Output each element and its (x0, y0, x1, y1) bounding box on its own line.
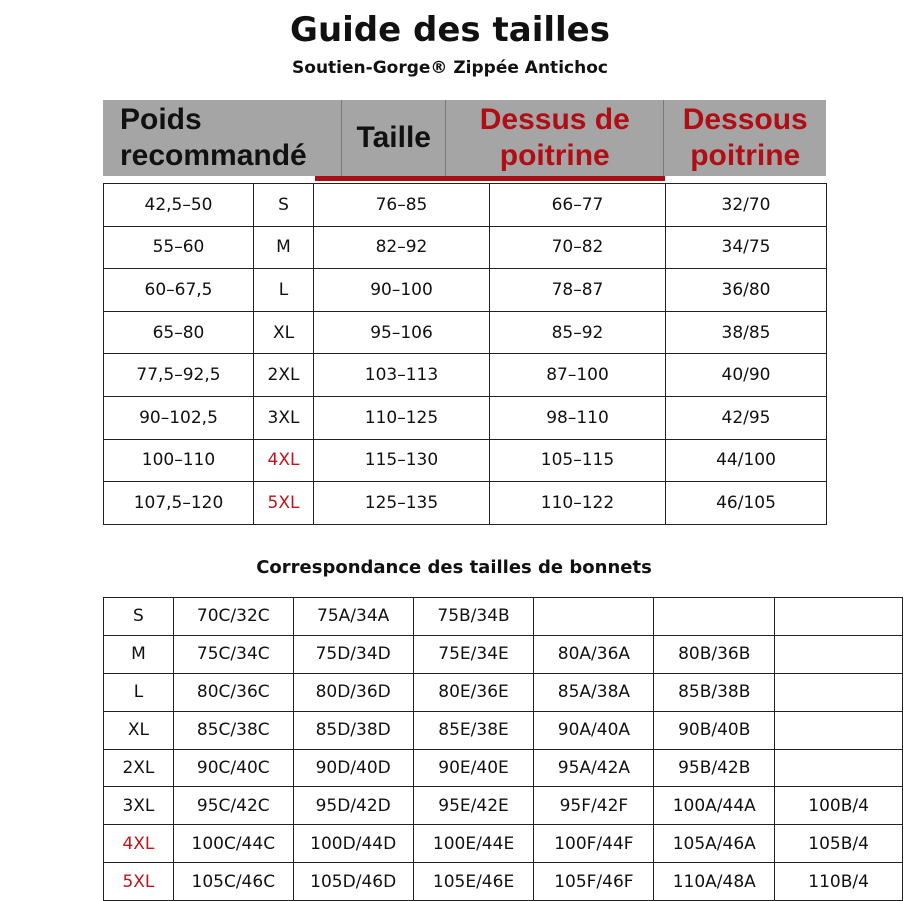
size-cell-col3: 76–85 (314, 184, 490, 227)
header-dessous-line1: Dessous (682, 103, 808, 136)
cup-cell: 75E/34E (413, 635, 534, 673)
cup-size-label: XL (104, 711, 174, 749)
size-cell-dessous: 46/105 (666, 482, 827, 525)
cup-cell (534, 598, 654, 636)
cup-cell: 85E/38E (413, 711, 534, 749)
cup-cell (775, 749, 903, 787)
header-dessous (664, 100, 826, 176)
header-dessous-line2: poitrine (690, 139, 801, 172)
cup-cell: 100B/4 (775, 787, 903, 825)
size-cell-taille: M (254, 226, 314, 269)
header-poids-line1: Poids (120, 103, 202, 136)
header-taille (342, 100, 446, 176)
cup-size-label: M (104, 635, 174, 673)
size-table-header-row (103, 100, 826, 176)
cup-cell (775, 673, 903, 711)
header-dessus (446, 100, 664, 176)
size-cell-dessus: 98–110 (490, 396, 666, 439)
size-cell-dessous: 44/100 (666, 439, 827, 482)
cup-table-row (104, 673, 903, 711)
size-table-row (104, 226, 827, 269)
cup-cell: 80E/36E (413, 673, 534, 711)
size-cell-dessus: 78–87 (490, 269, 666, 312)
cup-size-label: 4XL (104, 825, 174, 863)
size-cell-dessus: 85–92 (490, 311, 666, 354)
size-cell-dessus: 105–115 (490, 439, 666, 482)
size-cell-poids: 100–110 (104, 439, 254, 482)
cup-cell: 95D/42D (293, 787, 413, 825)
cup-cell: 110A/48A (654, 863, 775, 901)
cup-cell: 85D/38D (293, 711, 413, 749)
size-cell-taille: S (254, 184, 314, 227)
cup-cell: 90D/40D (293, 749, 413, 787)
cup-cell: 105F/46F (534, 863, 654, 901)
size-cell-taille: L (254, 269, 314, 312)
cup-cell: 90B/40B (654, 711, 775, 749)
size-cell-poids: 90–102,5 (104, 396, 254, 439)
cup-cell: 90E/40E (413, 749, 534, 787)
cup-cell: 105E/46E (413, 863, 534, 901)
size-cell-col3: 90–100 (314, 269, 490, 312)
cup-cell: 80A/36A (534, 635, 654, 673)
size-table-row (104, 482, 827, 525)
cup-cell: 105D/46D (293, 863, 413, 901)
size-table-header (103, 100, 826, 176)
cup-table-row (104, 711, 903, 749)
cup-cell: 85A/38A (534, 673, 654, 711)
size-cell-col3: 95–106 (314, 311, 490, 354)
page-title: Guide des tailles (290, 10, 610, 50)
cup-cell: 95F/42F (534, 787, 654, 825)
size-table-row (104, 184, 827, 227)
size-cell-poids: 55–60 (104, 226, 254, 269)
header-dessus-line1: Dessus de (479, 103, 630, 136)
cup-table-row (104, 787, 903, 825)
cup-section-title: Correspondance des tailles de bonnets (256, 557, 652, 578)
size-cell-col3: 110–125 (314, 396, 490, 439)
cup-cell: 95B/42B (654, 749, 775, 787)
cup-cell: 75D/34D (293, 635, 413, 673)
cup-size-label: 3XL (104, 787, 174, 825)
cup-cell: 110B/4 (775, 863, 903, 901)
cup-cell (775, 711, 903, 749)
size-cell-poids: 107,5–120 (104, 482, 254, 525)
cup-size-label: 5XL (104, 863, 174, 901)
cup-cell: 85B/38B (654, 673, 775, 711)
size-cell-dessus: 110–122 (490, 482, 666, 525)
cup-cell: 90C/40C (173, 749, 293, 787)
cup-table-row (104, 598, 903, 636)
cup-cell (654, 598, 775, 636)
page-subtitle: Soutien-Gorge® Zippée Antichoc (292, 58, 608, 78)
size-cell-taille: 2XL (254, 354, 314, 397)
cup-cell: 80B/36B (654, 635, 775, 673)
cup-table-row (104, 749, 903, 787)
size-cell-dessous: 38/85 (666, 311, 827, 354)
size-cell-poids: 65–80 (104, 311, 254, 354)
header-taille-label: Taille (356, 121, 431, 154)
size-cell-dessous: 32/70 (666, 184, 827, 227)
cup-cell: 95E/42E (413, 787, 534, 825)
cup-cell: 75B/34B (413, 598, 534, 636)
cup-cell: 100A/44A (654, 787, 775, 825)
cup-cell: 100C/44C (173, 825, 293, 863)
cup-cell: 90A/40A (534, 711, 654, 749)
size-cell-taille: XL (254, 311, 314, 354)
cup-cell: 95C/42C (173, 787, 293, 825)
size-table-row (104, 269, 827, 312)
cup-cell: 100E/44E (413, 825, 534, 863)
size-cell-poids: 77,5–92,5 (104, 354, 254, 397)
size-cell-poids: 60–67,5 (104, 269, 254, 312)
cup-table-row (104, 863, 903, 901)
size-cell-col3: 115–130 (314, 439, 490, 482)
size-cell-taille: 4XL (254, 439, 314, 482)
cup-cell: 95A/42A (534, 749, 654, 787)
size-cell-col3: 103–113 (314, 354, 490, 397)
cup-cell: 80C/36C (173, 673, 293, 711)
cup-cell: 80D/36D (293, 673, 413, 711)
size-cell-dessus: 70–82 (490, 226, 666, 269)
size-cell-poids: 42,5–50 (104, 184, 254, 227)
size-table-row (104, 311, 827, 354)
size-cell-dessus: 87–100 (490, 354, 666, 397)
cup-table-viewport (103, 597, 869, 900)
size-cell-dessus: 66–77 (490, 184, 666, 227)
cup-table (103, 597, 903, 901)
cup-table-row (104, 635, 903, 673)
size-table-row (104, 396, 827, 439)
size-cell-dessous: 36/80 (666, 269, 827, 312)
cup-size-label: 2XL (104, 749, 174, 787)
size-cell-taille: 5XL (254, 482, 314, 525)
size-cell-dessous: 34/75 (666, 226, 827, 269)
size-table (103, 183, 827, 525)
size-cell-col3: 125–135 (314, 482, 490, 525)
cup-table-row (104, 825, 903, 863)
cup-cell (775, 598, 903, 636)
header-poids (103, 100, 342, 176)
cup-cell: 105B/4 (775, 825, 903, 863)
cup-cell: 75A/34A (293, 598, 413, 636)
header-red-underline (315, 176, 665, 181)
header-dessus-line2: poitrine (499, 139, 610, 172)
size-cell-col3: 82–92 (314, 226, 490, 269)
cup-cell: 100F/44F (534, 825, 654, 863)
cup-cell: 85C/38C (173, 711, 293, 749)
size-cell-taille: 3XL (254, 396, 314, 439)
cup-cell: 105A/46A (654, 825, 775, 863)
size-table-row (104, 354, 827, 397)
cup-cell (775, 635, 903, 673)
size-table-row (104, 439, 827, 482)
cup-size-label: L (104, 673, 174, 711)
cup-cell: 75C/34C (173, 635, 293, 673)
cup-cell: 105C/46C (173, 863, 293, 901)
size-cell-dessous: 40/90 (666, 354, 827, 397)
cup-size-label: S (104, 598, 174, 636)
header-poids-line2: recommandé (120, 139, 307, 172)
size-cell-dessous: 42/95 (666, 396, 827, 439)
cup-cell: 100D/44D (293, 825, 413, 863)
cup-cell: 70C/32C (173, 598, 293, 636)
